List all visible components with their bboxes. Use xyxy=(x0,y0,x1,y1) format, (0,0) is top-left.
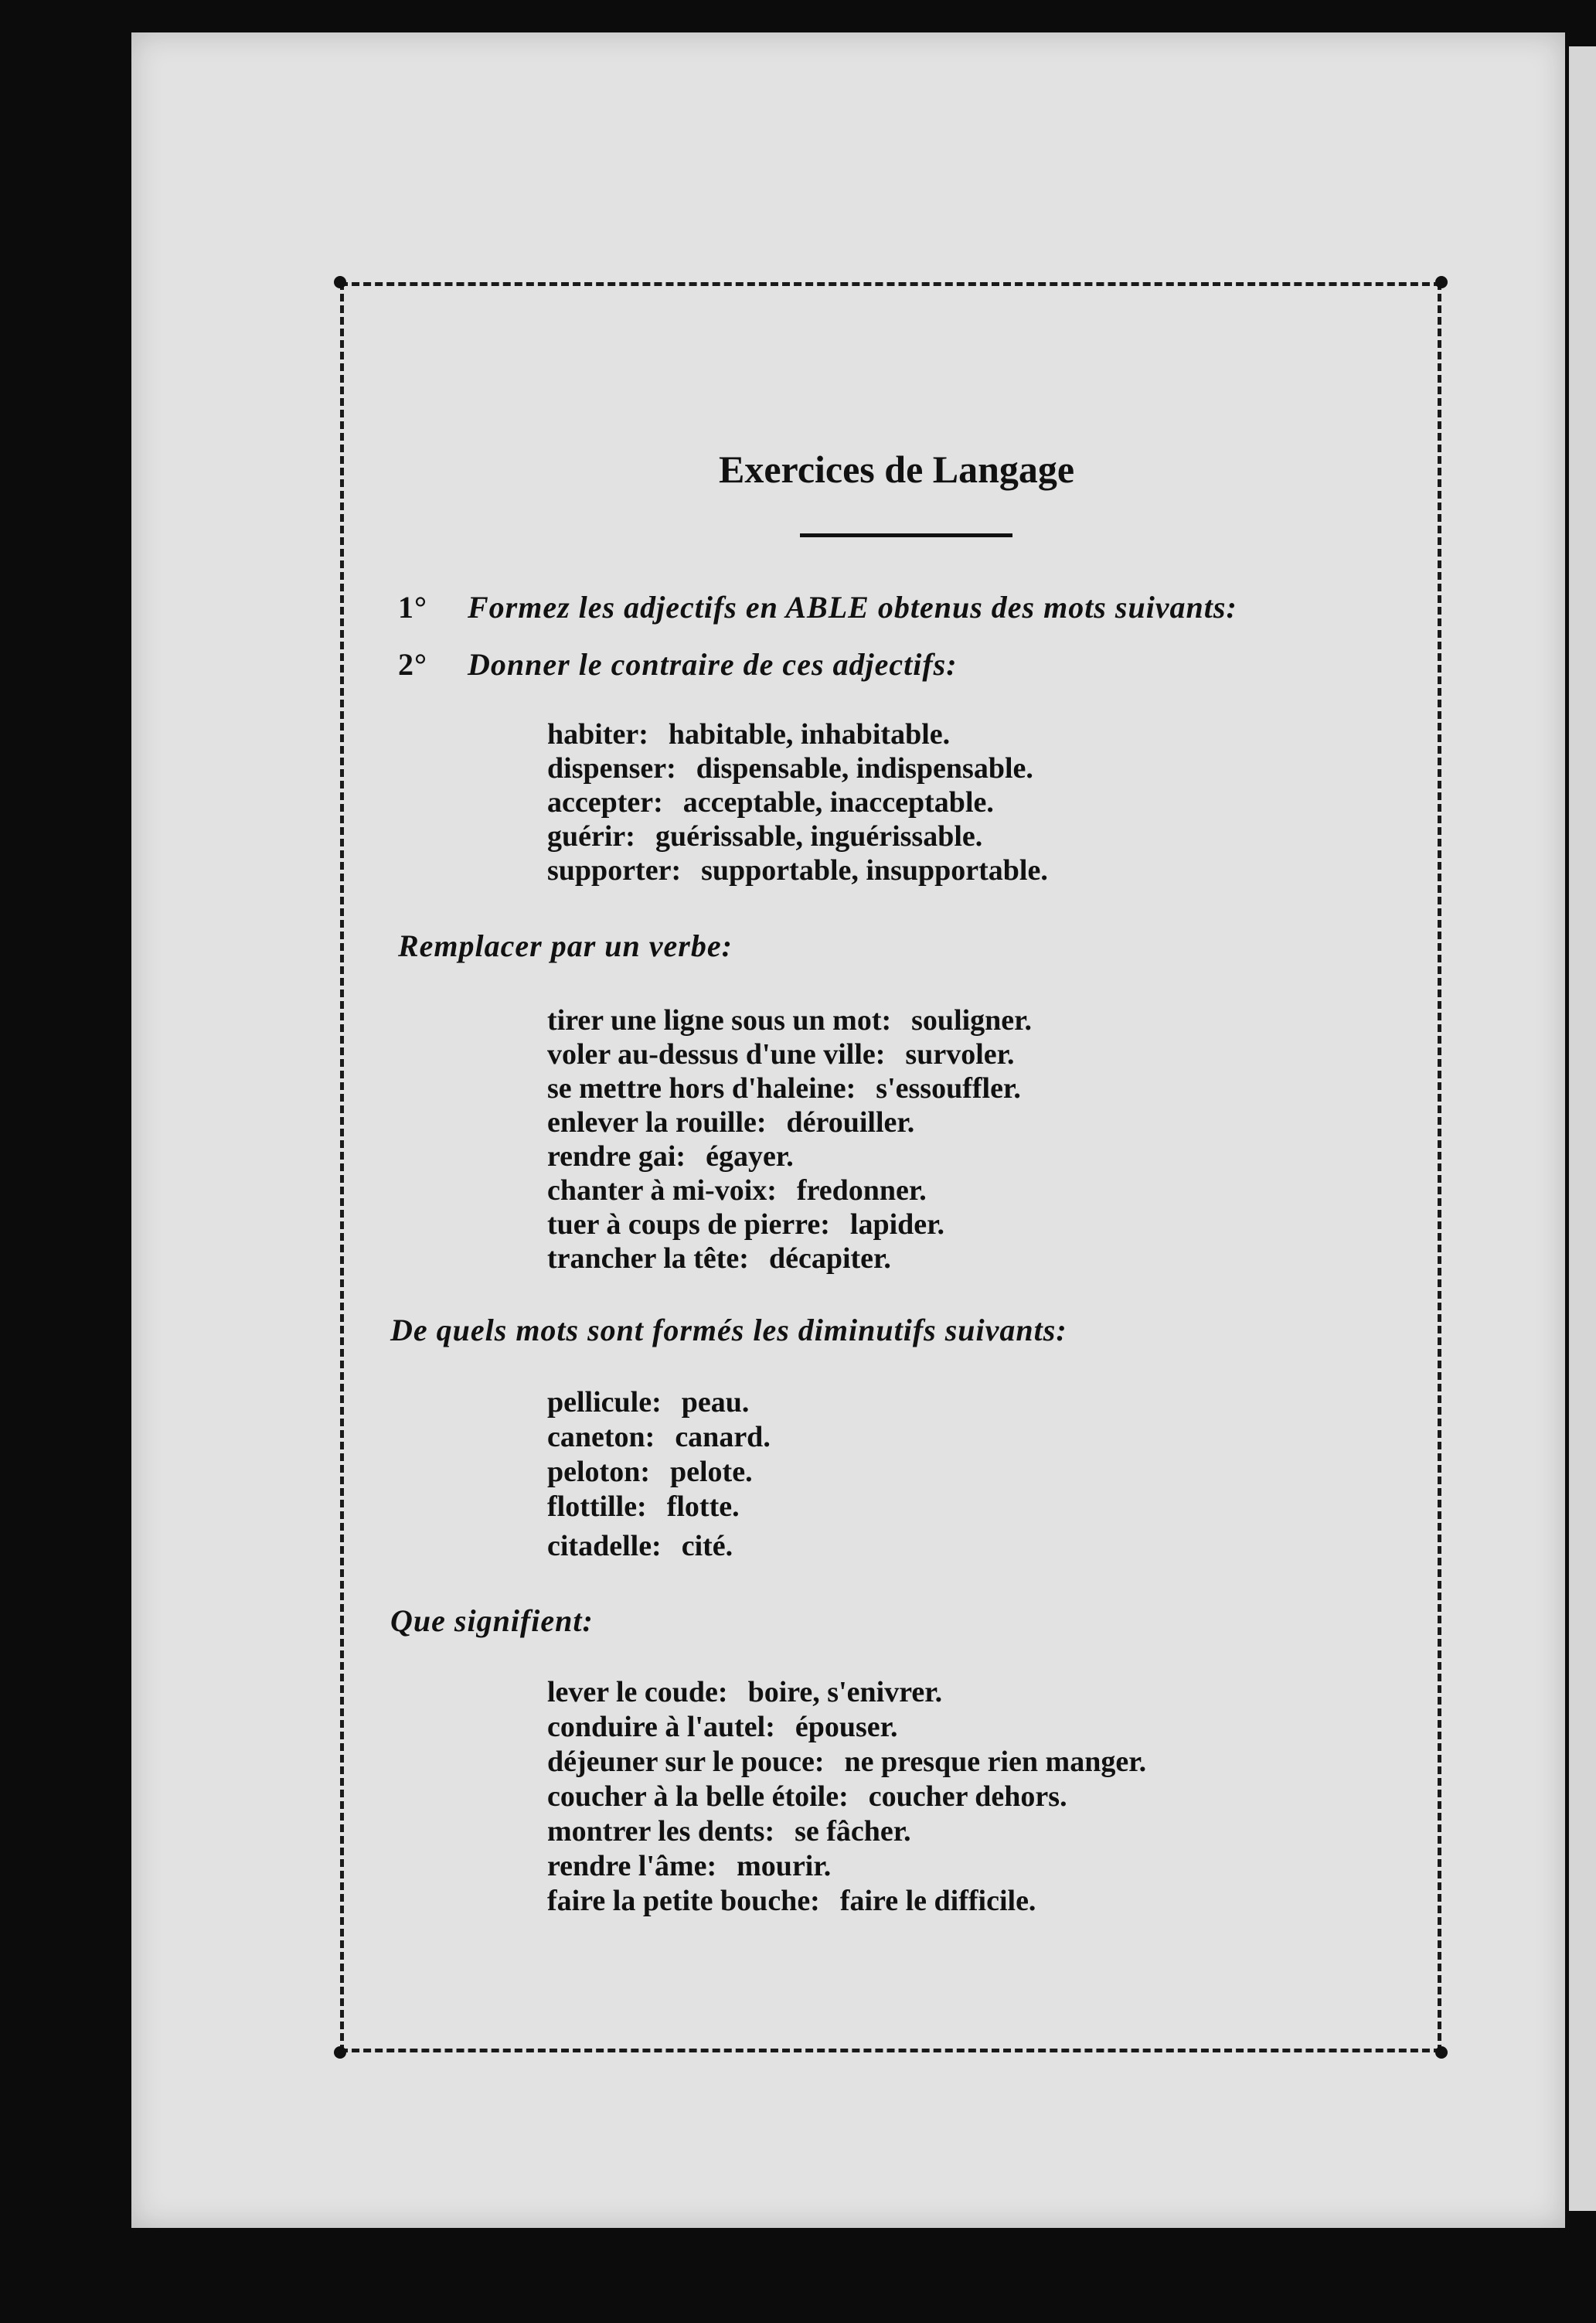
section-heading-diminutives: De quels mots sont formés les diminutifs suivants: xyxy=(390,1313,1067,1347)
diminutives-list xyxy=(547,1385,771,1564)
list-item: montrer les dents: se fâcher. xyxy=(547,1815,911,1848)
list-item: rendre l'âme: mourir. xyxy=(547,1850,832,1882)
exercise-2-text: Donner le contraire de ces adjectifs: xyxy=(468,647,958,682)
section-heading-meanings: Que signifient: xyxy=(390,1603,594,1638)
list-item: tirer une ligne sous un mot: souligner. xyxy=(547,1004,1033,1037)
list-item: lever le coude: boire, s'enivrer. xyxy=(547,1676,943,1708)
list-item: enlever la rouille: dérouiller. xyxy=(547,1106,915,1139)
list-item: accepter: acceptable, inacceptable. xyxy=(547,786,994,819)
list-item: tuer à coups de pierre: lapider. xyxy=(547,1208,945,1241)
list-item: faire la petite bouche: faire le difficile. xyxy=(547,1885,1036,1917)
list-item: rendre gai: égayer. xyxy=(547,1140,794,1173)
list-item: dispenser: dispensable, indispensable. xyxy=(547,752,1033,785)
list-item: supporter: supportable, insupportable. xyxy=(547,854,1048,887)
list-item: guérir: guérissable, inguérissable. xyxy=(547,820,983,853)
meanings-list xyxy=(547,1675,1146,1919)
list-item: se mettre hors d'haleine: s'essouffler. xyxy=(547,1072,1021,1105)
list-item: trancher la tête: décapiter. xyxy=(547,1242,891,1275)
list-item: chanter à mi-voix: fredonner. xyxy=(547,1174,927,1207)
section-heading-verbs: Remplacer par un verbe: xyxy=(398,928,733,963)
exercise-2-number: 2° xyxy=(398,647,427,682)
list-item: pellicule: peau. xyxy=(547,1386,750,1419)
list-item: citadelle: cité. xyxy=(547,1530,733,1562)
exercise-1-instruction xyxy=(398,589,1237,625)
title-underline xyxy=(800,533,1012,537)
list-item: habiter: habitable, inhabitable. xyxy=(547,718,951,751)
list-item: déjeuner sur le pouce: ne presque rien manger. xyxy=(547,1746,1147,1778)
list-item: coucher à la belle étoile: coucher dehors. xyxy=(547,1780,1067,1813)
page-title: Exercices de Langage xyxy=(719,448,1075,491)
list-item: flottille: flotte. xyxy=(547,1490,740,1523)
list-item: voler au-dessus d'une ville: survoler. xyxy=(547,1038,1015,1071)
adjectives-list xyxy=(547,717,1048,887)
list-item: peloton: pelote. xyxy=(547,1456,753,1488)
exercise-1-number: 1° xyxy=(398,590,427,625)
list-item: caneton: canard. xyxy=(547,1421,771,1453)
verbs-list xyxy=(547,1003,1032,1276)
exercise-2-instruction xyxy=(398,646,958,683)
list-item: conduire à l'autel: épouser. xyxy=(547,1711,898,1743)
exercise-1-text: Formez les adjectifs en ABLE obtenus des mots suivants: xyxy=(468,590,1237,625)
